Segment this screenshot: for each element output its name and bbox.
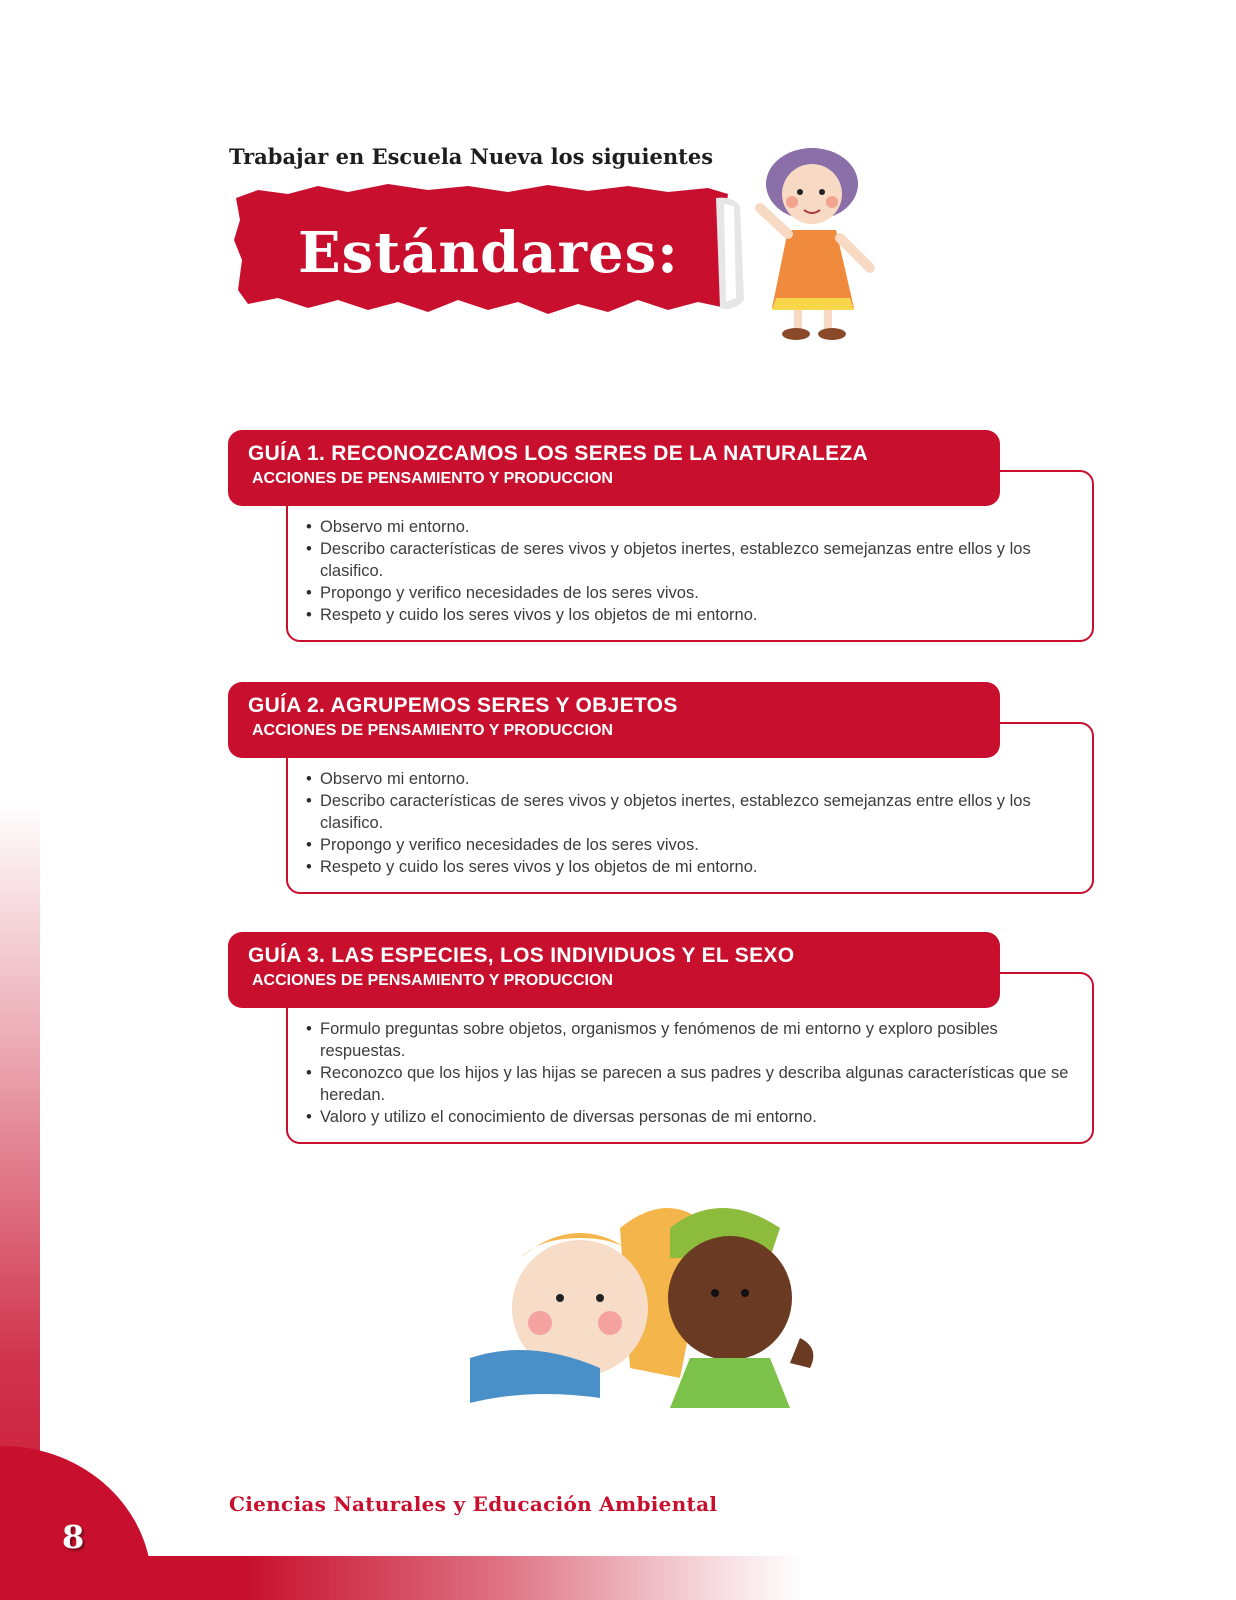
list-item: • Describo características de seres vivos y objetos inertes, establezco semejanzas entre ellos y los clasifico. bbox=[306, 790, 1072, 834]
list-item: • Respeto y cuido los seres vivos y los objetos de mi entorno. bbox=[306, 604, 1072, 626]
guide-3-subtitle: ACCIONES DE PENSAMIENTO Y PRODUCCION bbox=[252, 972, 613, 989]
children-illustration bbox=[470, 1198, 850, 1423]
list-item: • Respeto y cuido los seres vivos y los objetos de mi entorno. bbox=[306, 856, 1072, 878]
list-item: • Reconozco que los hijos y las hijas se parecen a sus padres y describa algunas características que se heredan. bbox=[306, 1062, 1072, 1106]
list-item: • Propongo y verifico necesidades de los seres vivos. bbox=[306, 582, 1072, 604]
page-number: 8 bbox=[62, 1518, 85, 1556]
title-banner bbox=[228, 180, 748, 320]
guide-3-header bbox=[228, 932, 1000, 1008]
list-item: • Valoro y utilizo el conocimiento de diversas personas de mi entorno. bbox=[306, 1106, 1072, 1128]
footer-book-title: Ciencias Naturales y Educación Ambiental bbox=[229, 1492, 718, 1516]
page-subtitle: Trabajar en Escuela Nueva los siguientes bbox=[229, 144, 714, 169]
list-item: • Formulo preguntas sobre objetos, organismos y fenómenos de mi entorno y exploro posibles respuestas. bbox=[306, 1018, 1072, 1062]
guide-2-header bbox=[228, 682, 1000, 758]
guide-1-subtitle: ACCIONES DE PENSAMIENTO Y PRODUCCION bbox=[252, 470, 613, 487]
guide-1-list bbox=[306, 516, 1072, 626]
page-title: Estándares: bbox=[298, 220, 679, 286]
guide-2-list bbox=[306, 768, 1072, 878]
guide-3-list bbox=[306, 1018, 1072, 1128]
guide-2-subtitle: ACCIONES DE PENSAMIENTO Y PRODUCCION bbox=[252, 722, 613, 739]
girl-illustration bbox=[720, 138, 900, 353]
guide-3-title: GUÍA 3. LAS ESPECIES, LOS INDIVIDUOS Y EL SEXO bbox=[248, 944, 795, 967]
list-item: • Observo mi entorno. bbox=[306, 768, 1072, 790]
list-item: • Propongo y verifico necesidades de los seres vivos. bbox=[306, 834, 1072, 856]
guide-2-title: GUÍA 2. AGRUPEMOS SERES Y OBJETOS bbox=[248, 694, 678, 717]
list-item: • Describo características de seres vivos y objetos inertes, establezco semejanzas entre ellos y los clasifico. bbox=[306, 538, 1072, 582]
guide-1-title: GUÍA 1. RECONOZCAMOS LOS SERES DE LA NATURALEZA bbox=[248, 442, 869, 465]
guide-1-header bbox=[228, 430, 1000, 506]
bottom-gradient-strip bbox=[0, 1556, 1236, 1600]
list-item: • Observo mi entorno. bbox=[306, 516, 1072, 538]
